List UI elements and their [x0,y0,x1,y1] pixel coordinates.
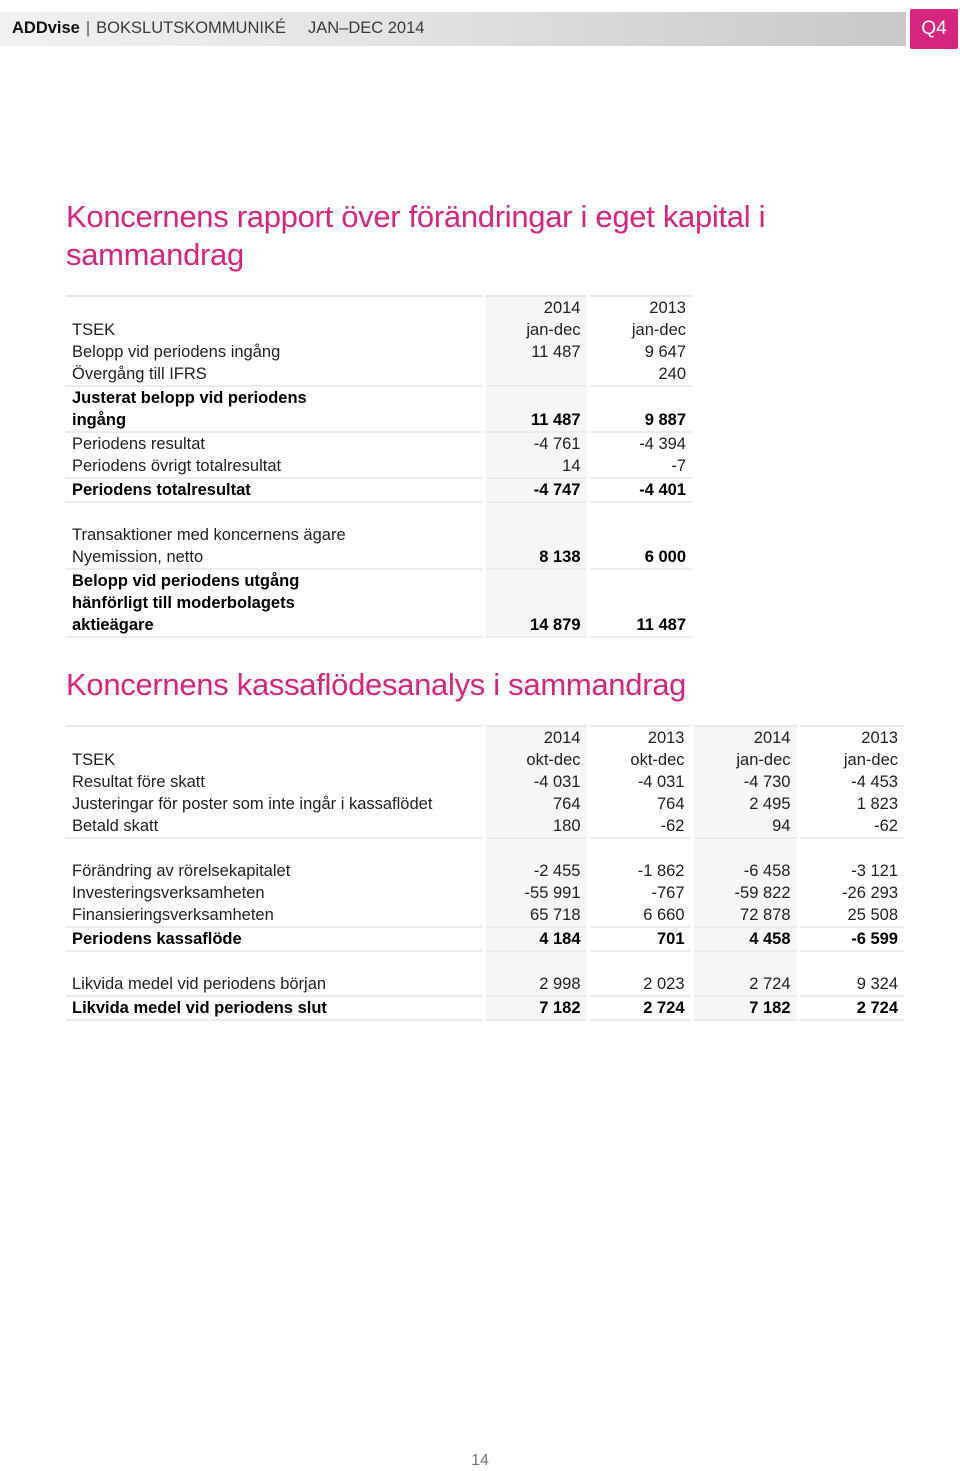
cell-value: 14 [484,455,588,478]
cell-value: 6 000 [588,546,692,569]
cell-value: -4 761 [484,432,588,455]
table-header-row [66,319,692,341]
row-label: Övergång till IFRS [66,363,484,386]
cell-value: -4 730 [692,771,798,793]
header-text [12,19,424,38]
cell-value: 2 724 [798,996,904,1020]
column-year: 2013 [588,296,692,319]
company-name: ADDvise [12,19,80,37]
row-label: hänförligt till moderbolagets [72,594,295,612]
row-label: Belopp vid periodens ingång [72,343,281,361]
cell-value: -6 599 [798,927,904,951]
cell-value: 9 647 [588,341,692,363]
cell-value: 8 138 [484,546,588,569]
column-period: jan-dec [588,319,692,341]
cell-value: -55 991 [484,882,588,904]
cell-value: 764 [484,793,588,815]
cashflow-section-title: Koncernens kassaflödesanalys i sammandrag [66,667,687,702]
page-number: 14 [471,1452,489,1469]
row-label: Finansieringsverksamheten [66,904,484,927]
document-header-bar [0,12,906,46]
table-row [66,569,692,592]
table-row [66,860,904,882]
table-row [66,927,904,951]
cell-value: 14 879 [484,614,588,637]
row-label: Justerat belopp vid periodens [72,389,307,407]
cell-value: 11 487 [588,614,692,637]
cell-value: -4 401 [588,478,692,502]
cell-value: 7 182 [484,996,588,1020]
table-row [66,793,904,815]
table-row [66,614,692,637]
cell-value: -62 [588,815,692,838]
equity-section-title: Koncernens rapport över förändringar i eget kapital i sammandrag [66,199,766,272]
cell-value: 25 508 [798,904,904,927]
cell-value: 4 184 [484,927,588,951]
cell-value: -4 031 [588,771,692,793]
unit-label: TSEK [72,751,116,769]
cell-value: -2 455 [484,860,588,882]
table-row [66,409,692,432]
cell-value: 240 [588,363,692,386]
table-row [66,478,692,502]
cell-value: 9 887 [588,409,692,432]
cell-value: 2 998 [484,973,588,996]
table-row [66,363,692,386]
cell-value: 65 718 [484,904,588,927]
column-year: 2014 [484,296,588,319]
cell-value: -767 [588,882,692,904]
row-label: ingång [66,409,484,432]
table-row [66,341,692,363]
cell-value: 94 [692,815,798,838]
cell-value: 701 [588,927,692,951]
unit-label: TSEK [72,321,116,339]
column-period: jan-dec [798,749,904,771]
row-label: Betald skatt [66,815,484,838]
table-header-row [66,726,904,749]
cell-value: 11 487 [484,409,588,432]
table-row [66,973,904,996]
cell-value [484,363,588,386]
table-row [66,592,692,614]
cell-value: -4 031 [484,771,588,793]
cell-value: 72 878 [692,904,798,927]
cell-value: -7 [588,455,692,478]
table-row [66,386,692,409]
row-label: Transaktioner med koncernens ägare [72,526,346,544]
table-header-row [66,296,692,319]
cell-value: -3 121 [798,860,904,882]
cashflow-table [66,725,904,1021]
header-separator: | [85,19,91,37]
cell-value: -26 293 [798,882,904,904]
cell-value: 4 458 [692,927,798,951]
row-label: Förändring av rörelsekapitalet [72,862,291,880]
table-row [66,904,904,927]
cell-value: 2 724 [692,973,798,996]
cell-value [484,524,588,546]
table-row [66,815,904,838]
column-year: 2014 [484,726,588,749]
cell-value: 9 324 [798,973,904,996]
row-label: Nyemission, netto [66,546,484,569]
table-header-row [66,749,904,771]
cell-value: 1 823 [798,793,904,815]
table-row [66,524,692,546]
cell-value: 2 495 [692,793,798,815]
report-name: BOKSLUTSKOMMUNIKÉ [96,19,286,37]
cell-value: 180 [484,815,588,838]
row-label: Justeringar för poster som inte ingår i kassaflödet [72,795,433,813]
cell-value: 2 724 [588,996,692,1020]
column-period: okt-dec [484,749,588,771]
column-year: 2013 [798,726,904,749]
table-row [66,882,904,904]
column-period: jan-dec [484,319,588,341]
row-label: Periodens kassaflöde [66,927,484,951]
row-label: Likvida medel vid periodens slut [66,996,484,1020]
cell-value: -62 [798,815,904,838]
table-row [66,546,692,569]
row-label: Investeringsverksamheten [72,884,265,902]
table-row [66,455,692,478]
column-period: okt-dec [588,749,692,771]
cell-value: 6 660 [588,904,692,927]
cell-value: -4 453 [798,771,904,793]
column-period: jan-dec [692,749,798,771]
table-row [66,996,904,1020]
column-year: 2013 [588,726,692,749]
cell-value [588,524,692,546]
cell-value: 2 023 [588,973,692,996]
quarter-badge: Q4 [910,9,958,49]
report-period: JAN–DEC 2014 [307,19,425,37]
cell-value: 764 [588,793,692,815]
row-label: Periodens övrigt totalresultat [66,455,484,478]
cell-value: -6 458 [692,860,798,882]
row-label: Likvida medel vid periodens början [66,973,484,996]
cell-value: 7 182 [692,996,798,1020]
cell-value: -4 747 [484,478,588,502]
row-label: Resultat före skatt [72,773,205,791]
row-label: Periodens totalresultat [66,478,484,502]
row-label: Periodens resultat [72,435,205,453]
cell-value: -1 862 [588,860,692,882]
table-row [66,771,904,793]
row-label: Belopp vid periodens utgång [72,572,300,590]
equity-changes-table [66,295,692,638]
column-year: 2014 [692,726,798,749]
row-label: aktieägare [66,614,484,637]
cell-value: -59 822 [692,882,798,904]
cell-value: -4 394 [588,432,692,455]
cell-value: 11 487 [484,341,588,363]
table-row [66,432,692,455]
